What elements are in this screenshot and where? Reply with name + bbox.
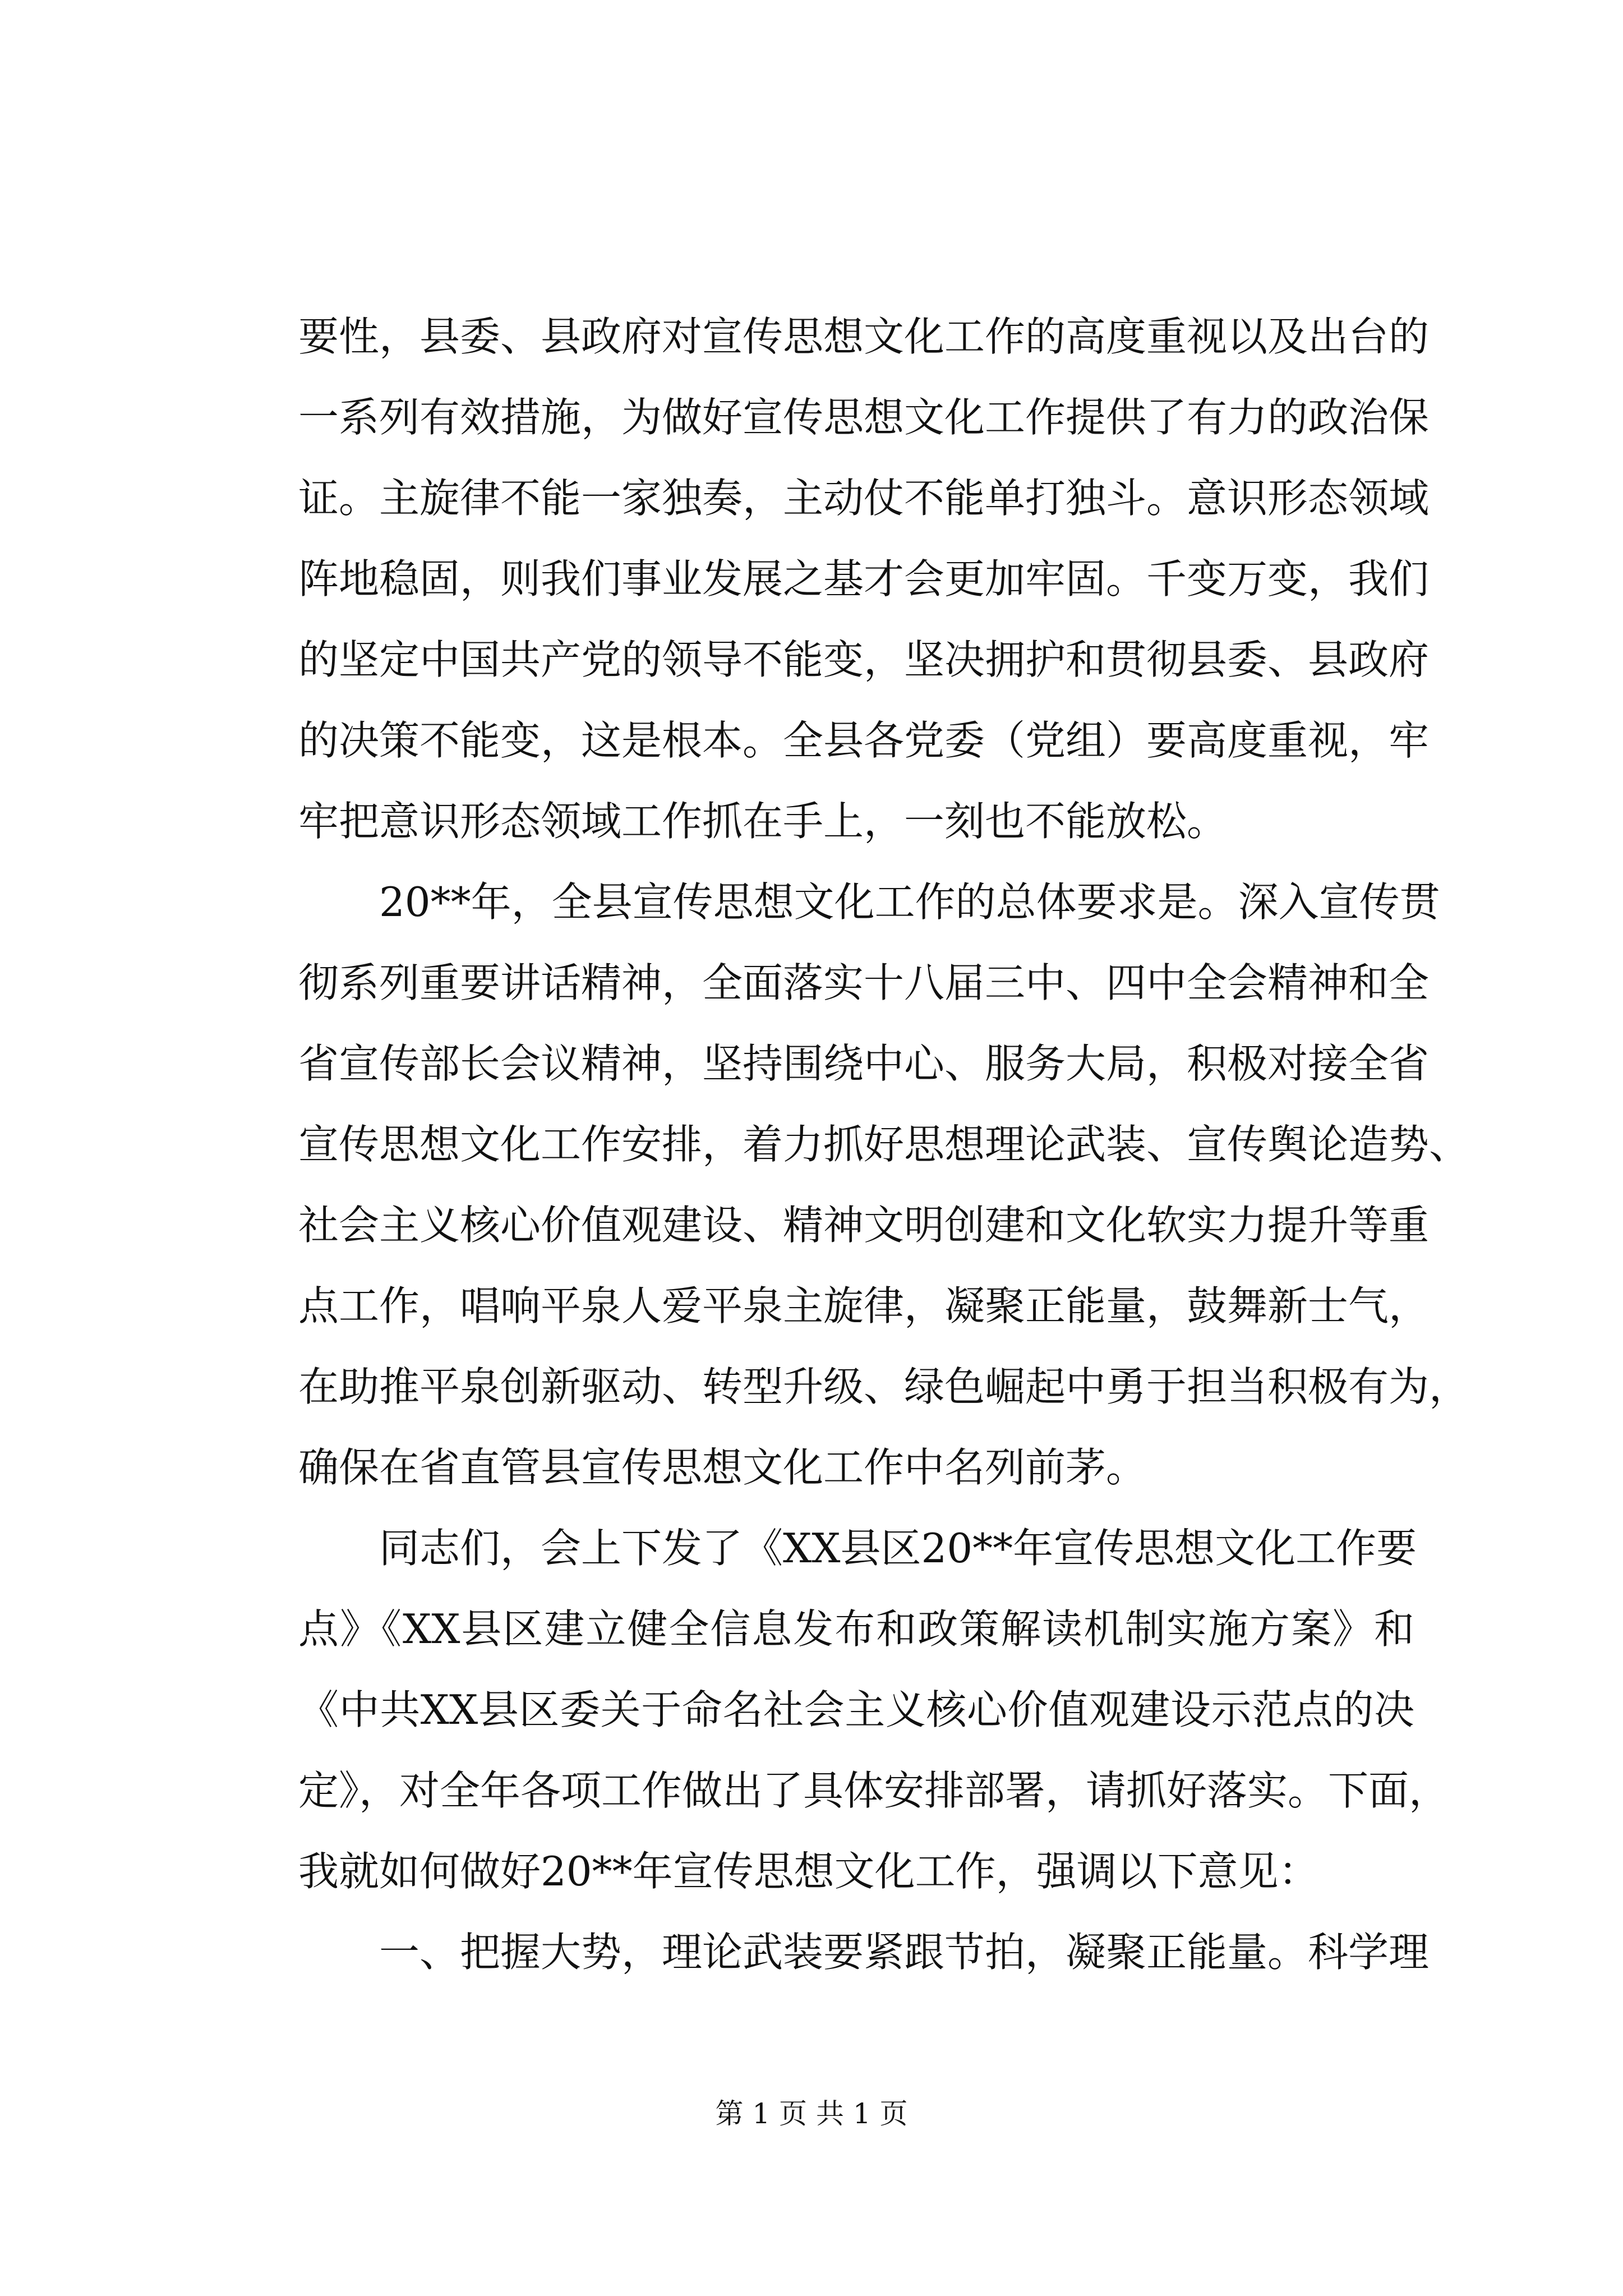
- body-line: 的决策不能变，这是根本。全县各党委（党组）要高度重视，牢: [298, 717, 1430, 764]
- body-line: 省宣传部长会议精神，坚持围绕中心、服务大局，积极对接全省: [298, 1040, 1430, 1087]
- body-line: 宣传思想文化工作安排，着力抓好思想理论武装、宣传舆论造势、: [298, 1121, 1470, 1168]
- paragraph-first-line: 一、把握大势，理论武装要紧跟节拍，凝聚正能量。科学理: [379, 1929, 1430, 1976]
- page-number-footer: 第 1 页 共 1 页: [715, 2097, 908, 2130]
- body-line: 点》《XX县区建立健全信息发布和政策解读机制实施方案》和: [298, 1605, 1414, 1653]
- body-line: 定》，对全年各项工作做出了具体安排部署，请抓好落实。下面，: [298, 1767, 1450, 1814]
- body-line: 的坚定中国共产党的领导不能变，坚决拥护和贯彻县委、县政府: [298, 636, 1430, 683]
- body-line: 确保在省直管县宣传思想文化工作中名列前茅。: [298, 1444, 1147, 1491]
- body-line: 点工作，唱响平泉人爱平泉主旋律，凝聚正能量，鼓舞新士气，: [298, 1282, 1430, 1329]
- paragraph-first-line: 同志们，会上下发了《XX县区20**年宣传思想文化工作要: [379, 1525, 1417, 1572]
- body-line: 证。主旋律不能一家独奏，主动仗不能单打独斗。意识形态领域: [298, 475, 1430, 522]
- paragraph-first-line: 20**年，全县宣传思想文化工作的总体要求是。深入宣传贯: [379, 878, 1440, 926]
- body-line: 要性，县委、县政府对宣传思想文化工作的高度重视以及出台的: [298, 313, 1430, 360]
- body-line: 一系列有效措施，为做好宣传思想文化工作提供了有力的政治保: [298, 394, 1430, 441]
- body-line: 《中共XX县区委关于命名社会主义核心价值观建设示范点的决: [298, 1686, 1414, 1733]
- document-body: [298, 296, 1470, 1993]
- body-line: 社会主义核心价值观建设、精神文明创建和文化软实力提升等重: [298, 1202, 1430, 1249]
- body-line: 我就如何做好20**年宣传思想文化工作，强调以下意见：: [298, 1848, 1319, 1895]
- body-line: 牢把意识形态领域工作抓在手上，一刻也不能放松。: [298, 798, 1228, 845]
- body-line: 阵地稳固，则我们事业发展之基才会更加牢固。千变万变，我们: [298, 555, 1430, 602]
- body-line: 彻系列重要讲话精神，全面落实十八届三中、四中全会精神和全: [298, 959, 1430, 1006]
- body-line: 在助推平泉创新驱动、转型升级、绿色崛起中勇于担当积极有为，: [298, 1363, 1470, 1410]
